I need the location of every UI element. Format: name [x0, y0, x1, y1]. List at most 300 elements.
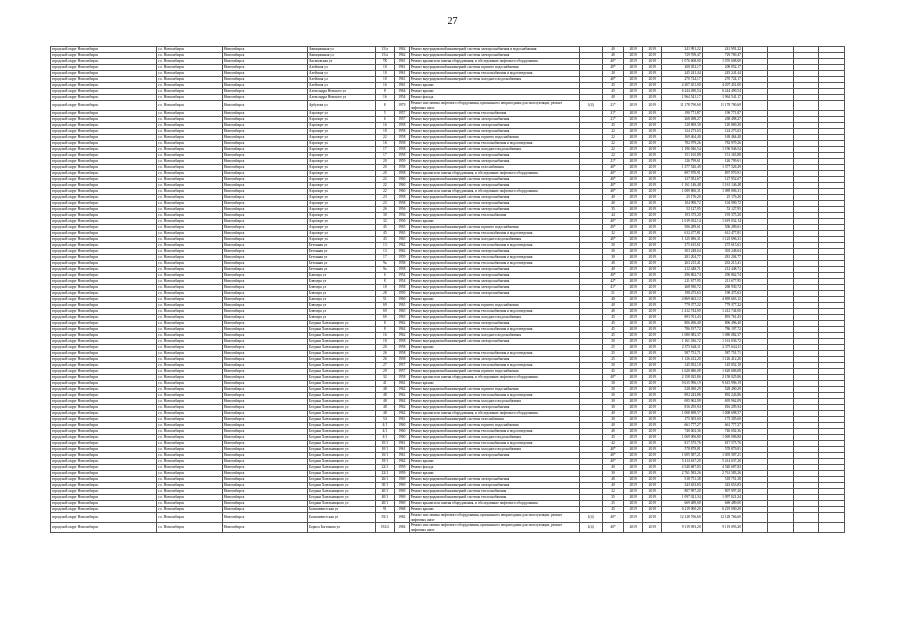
municipal-district-cell: г.о. Новосибирск [157, 501, 223, 507]
total-cost-cell: 126 799,61 [662, 159, 702, 165]
house-number-cell: 54 [375, 417, 394, 423]
municipality-cell: городской округ Новосибирск [51, 429, 157, 435]
year-built-cell: 1961 [394, 65, 409, 71]
wear-percent-cell: 40 [602, 267, 623, 273]
year-built-cell: 1964 [394, 89, 409, 95]
settlement-cell: Новосибирск [222, 267, 307, 273]
end-year-cell: 2019 [643, 101, 662, 111]
settlement-cell: Новосибирск [222, 95, 307, 101]
municipal-district-cell: г.о. Новосибирск [157, 267, 223, 273]
municipality-cell: городской округ Новосибирск [51, 513, 157, 523]
total-cost-cell: 151 165,88 [662, 153, 702, 159]
street-cell: Богдана Хмельницкого ул [307, 435, 375, 441]
fund-cost-cell: 4 540 687,83 [702, 465, 742, 471]
wear-percent-cell: 40* [602, 171, 623, 177]
start-year-cell: 2019 [624, 117, 643, 123]
municipal-district-cell: г.о. Новосибирск [157, 219, 223, 225]
municipality-cell: городской округ Новосибирск [51, 101, 157, 111]
work-type-cell: Ремонт крыши или замена оборудования, и обследование лифтового оборудования [409, 171, 579, 177]
end-year-cell: 2019 [643, 417, 662, 423]
end-year-cell: 2019 [643, 285, 662, 291]
settlement-cell: Новосибирск [222, 321, 307, 327]
street-cell: Аэропорт ул [307, 153, 375, 159]
end-year-cell: 2019 [643, 351, 662, 357]
year-built-cell: 1962 [394, 459, 409, 465]
street-cell: Аэропорт ул [307, 231, 375, 237]
municipality-cell: городской округ Новосибирск [51, 129, 157, 135]
end-year-cell: 2019 [643, 291, 662, 297]
end-year-cell: 2019 [643, 147, 662, 153]
end-year-cell: 2019 [643, 339, 662, 345]
fund-cost-cell: 145 052,10 [702, 363, 742, 369]
start-year-cell: 2019 [624, 153, 643, 159]
settlement-cell: Новосибирск [222, 183, 307, 189]
municipal-district-cell: г.о. Новосибирск [157, 465, 223, 471]
fund-cost-cell: 779 377,22 [702, 303, 742, 309]
start-year-cell: 2019 [624, 165, 643, 171]
year-built-cell: 1958 [394, 285, 409, 291]
settlement-cell: Новосибирск [222, 471, 307, 477]
municipality-cell: городской округ Новосибирск [51, 315, 157, 321]
house-number-cell: 26 [375, 207, 394, 213]
municipality-cell: городской округ Новосибирск [51, 523, 157, 533]
street-cell: Алейская ул [307, 65, 375, 71]
municipal-district-cell: г.о. Новосибирск [157, 77, 223, 83]
municipality-cell: городской округ Новосибирск [51, 59, 157, 65]
house-number-cell: 16 [375, 333, 394, 339]
total-cost-cell: 127 952,67 [662, 177, 702, 183]
end-year-cell: 2019 [643, 237, 662, 243]
street-cell: Богдана Хмельницкого ул [307, 405, 375, 411]
total-cost-cell: 25 176,20 [662, 195, 702, 201]
street-cell: Богдана Хмельницкого ул [307, 459, 375, 465]
start-year-cell: 2019 [624, 231, 643, 237]
wear-percent-cell: 40 [602, 297, 623, 303]
street-cell: Алейская ул [307, 71, 375, 77]
street-cell: Богдана Хмельницкого ул [307, 465, 375, 471]
settlement-cell: Новосибирск [222, 429, 307, 435]
street-cell: Богдана Хмельницкого ул [307, 345, 375, 351]
year-built-cell: 1962 [394, 53, 409, 59]
total-cost-cell: 897 970,91 [662, 171, 702, 177]
house-number-cell: 27 [375, 363, 394, 369]
wear-percent-cell: 44 [602, 213, 623, 219]
house-number-cell: 28 [375, 291, 394, 297]
lift-count-cell: 1(4) [579, 513, 602, 523]
house-number-cell: 22 [375, 189, 394, 195]
fund-cost-cell: 1 080 082,37 [702, 333, 742, 339]
street-cell: Бетонная ул [307, 243, 375, 249]
street-cell: Аэропорт ул [307, 195, 375, 201]
municipality-cell: городской округ Новосибирск [51, 345, 157, 351]
end-year-cell: 2019 [643, 435, 662, 441]
house-number-cell: 48 [375, 411, 394, 417]
street-cell: Блюхера ул [307, 297, 375, 303]
work-type-cell: Ремонт крыши [409, 471, 579, 477]
municipal-district-cell: г.о. Новосибирск [157, 165, 223, 171]
municipality-cell: городской округ Новосибирск [51, 177, 157, 183]
year-built-cell: 1962 [394, 249, 409, 255]
street-cell: Александра Невского ул [307, 89, 375, 95]
municipality-cell: городской округ Новосибирск [51, 165, 157, 171]
municipal-district-cell: г.о. Новосибирск [157, 495, 223, 501]
fund-cost-cell: 9 119 093,20 [702, 523, 742, 533]
wear-percent-cell: 40 [602, 483, 623, 489]
empty-cell [793, 523, 818, 533]
end-year-cell: 2019 [643, 459, 662, 465]
end-year-cell: 2019 [643, 83, 662, 89]
street-cell: Арбузова ул [307, 101, 375, 111]
settlement-cell: Новосибирск [222, 303, 307, 309]
wear-percent-cell: 21* [602, 101, 623, 111]
settlement-cell: Новосибирск [222, 297, 307, 303]
municipal-district-cell: г.о. Новосибирск [157, 411, 223, 417]
year-built-cell: 1979 [394, 101, 409, 111]
year-built-cell: 1960 [394, 429, 409, 435]
municipal-district-cell: г.о. Новосибирск [157, 207, 223, 213]
work-type-cell: Ремонт внутридомовой инженерной системы электроснабжения [409, 339, 579, 345]
municipality-cell: городской округ Новосибирск [51, 471, 157, 477]
municipality-cell: городской округ Новосибирск [51, 153, 157, 159]
total-cost-cell: 2 158 025,86 [662, 375, 702, 381]
start-year-cell: 2019 [624, 141, 643, 147]
fund-cost-cell: 4 869 663,12 [702, 297, 742, 303]
wear-percent-cell: 32 [602, 231, 623, 237]
settlement-cell: Новосибирск [222, 357, 307, 363]
house-number-cell: 69 [375, 315, 394, 321]
fund-cost-cell: 343 653,83 [702, 483, 742, 489]
end-year-cell: 2019 [643, 495, 662, 501]
fund-cost-cell: 198 475,63 [702, 291, 742, 297]
end-year-cell: 2019 [643, 477, 662, 483]
year-built-cell: 1958 [394, 339, 409, 345]
municipal-district-cell: г.о. Новосибирск [157, 399, 223, 405]
total-cost-cell: 669 489,00 [662, 501, 702, 507]
municipality-cell: городской округ Новосибирск [51, 77, 157, 83]
empty-cell [768, 101, 793, 111]
end-year-cell: 2019 [643, 489, 662, 495]
house-number-cell: 69 [375, 303, 394, 309]
municipality-cell: городской округ Новосибирск [51, 71, 157, 77]
work-type-cell: Ремонт внутридомовой инженерной системы холодного водоснабжения [409, 237, 579, 243]
street-cell: Богдана Хмельницкого ул [307, 471, 375, 477]
street-cell: Богдана Хмельницкого ул [307, 327, 375, 333]
work-type-cell: Ремонт внутридомовой инженерной системы электроснабжения [409, 483, 579, 489]
year-built-cell: 1969 [394, 495, 409, 501]
year-built-cell: 1954 [394, 95, 409, 101]
total-cost-cell: 169 464,40 [662, 135, 702, 141]
table-body [51, 47, 845, 533]
year-built-cell: 1962 [394, 333, 409, 339]
wear-percent-cell: 22 [602, 147, 623, 153]
total-cost-cell: 12 128 766,60 [662, 513, 702, 523]
house-number-cell: 93/1 [375, 513, 394, 523]
end-year-cell: 2019 [643, 387, 662, 393]
end-year-cell: 2019 [643, 47, 662, 53]
wear-percent-cell: 22 [602, 141, 623, 147]
total-cost-cell: 6 219 000,20 [662, 507, 702, 513]
work-type-cell: Ремонт внутридомовой инженерной системы электроснабжения [409, 285, 579, 291]
year-built-cell: 1958 [394, 345, 409, 351]
year-built-cell: 1958 [394, 135, 409, 141]
total-cost-cell: 779 377,22 [662, 303, 702, 309]
municipal-district-cell: г.о. Новосибирск [157, 101, 223, 111]
total-cost-cell: 587 751,71 [662, 351, 702, 357]
fund-cost-cell: 120 869,30 [702, 123, 742, 129]
street-cell: Богдана Хмельницкого ул [307, 369, 375, 375]
total-cost-cell: 1 620 686,08 [662, 369, 702, 375]
work-type-cell: Ремонт внутридомовой инженерной системы холодного водоснабжения [409, 315, 579, 321]
settlement-cell: Новосибирск [222, 375, 307, 381]
street-cell: Аэропорт ул [307, 111, 375, 117]
work-type-cell: Ремонт крыши или замена оборудования, и обследование лифтового оборудования [409, 59, 579, 65]
fund-cost-cell: 175 305,60 [702, 417, 742, 423]
year-built-cell: 1965 [394, 309, 409, 315]
settlement-cell: Новосибирск [222, 483, 307, 489]
settlement-cell: Новосибирск [222, 65, 307, 71]
wear-percent-cell: 22 [602, 135, 623, 141]
work-type-cell: Ремонт внутридомовой инженерной системы горячего водоснабжения [409, 369, 579, 375]
municipality-cell: городской округ Новосибирск [51, 147, 157, 153]
work-type-cell: Ремонт или замена лифтового оборудования, признанного непригодным для эксплуатации, ремонт лифтовых шахт [409, 513, 579, 523]
start-year-cell: 2019 [624, 387, 643, 393]
municipal-district-cell: г.о. Новосибирск [157, 315, 223, 321]
end-year-cell: 2019 [643, 333, 662, 339]
house-number-cell: 8 [375, 89, 394, 95]
municipal-district-cell: г.о. Новосибирск [157, 333, 223, 339]
work-type-cell: Ремонт крыши [409, 345, 579, 351]
house-number-cell: 15/а [375, 47, 394, 53]
work-type-cell: Ремонт крыши [409, 459, 579, 465]
municipal-district-cell: г.о. Новосибирск [157, 135, 223, 141]
fund-cost-cell: 578 879,81 [702, 447, 742, 453]
end-year-cell: 2019 [643, 141, 662, 147]
municipal-district-cell: г.о. Новосибирск [157, 351, 223, 357]
municipality-cell: городской округ Новосибирск [51, 417, 157, 423]
start-year-cell: 2019 [624, 261, 643, 267]
municipality-cell: городской округ Новосибирск [51, 339, 157, 345]
start-year-cell: 2019 [624, 423, 643, 429]
street-cell: Богдана Хмельницкого ул [307, 399, 375, 405]
settlement-cell: Новосибирск [222, 513, 307, 523]
wear-percent-cell: 40 [602, 429, 623, 435]
total-cost-cell: 145 052,10 [662, 363, 702, 369]
fund-cost-cell: 612 477,81 [702, 231, 742, 237]
street-cell: Аэропорт ул [307, 207, 375, 213]
total-cost-cell: 1 196 946,54 [662, 147, 702, 153]
municipal-district-cell: г.о. Новосибирск [157, 273, 223, 279]
end-year-cell: 2019 [643, 111, 662, 117]
start-year-cell: 2019 [624, 77, 643, 83]
start-year-cell: 2019 [624, 285, 643, 291]
municipality-cell: городской округ Новосибирск [51, 495, 157, 501]
end-year-cell: 2019 [643, 225, 662, 231]
wear-percent-cell: 45 [602, 321, 623, 327]
total-cost-cell: 1 161 036,72 [662, 339, 702, 345]
start-year-cell: 2019 [624, 47, 643, 53]
fund-cost-cell: 4 207 451,00 [702, 83, 742, 89]
start-year-cell: 2019 [624, 459, 643, 465]
end-year-cell: 2019 [643, 441, 662, 447]
empty-cell [742, 101, 767, 111]
street-cell: Большевистская ул [307, 513, 375, 523]
fund-cost-cell: 212 448,71 [702, 267, 742, 273]
house-number-cell: 18 [375, 285, 394, 291]
street-cell: Богдана Хмельницкого ул [307, 363, 375, 369]
start-year-cell: 2019 [624, 303, 643, 309]
settlement-cell: Новосибирск [222, 53, 307, 59]
work-type-cell: Ремонт крыши или замена оборудования, и обследование лифтового оборудования [409, 189, 579, 195]
work-type-cell: Ремонт внутридомовой инженерной системы электроснабжения [409, 321, 579, 327]
house-number-cell: 22/1 [375, 471, 394, 477]
start-year-cell: 2019 [624, 411, 643, 417]
work-type-cell: Ремонт внутридомовой инженерной системы электроснабжения [409, 183, 579, 189]
street-cell: Богдана Хмельницкого ул [307, 393, 375, 399]
work-type-cell: Ремонт крыши [409, 297, 579, 303]
fund-cost-cell: 1 377 526,49 [702, 165, 742, 171]
municipality-cell: городской округ Новосибирск [51, 501, 157, 507]
year-built-cell: 1969 [394, 477, 409, 483]
work-type-cell: Ремонт внутридомовой инженерной системы электроснабжения [409, 207, 579, 213]
municipality-cell: городской округ Новосибирск [51, 53, 157, 59]
wear-percent-cell: 40* [602, 65, 623, 71]
fund-cost-cell: 53 127,95 [702, 207, 742, 213]
year-built-cell: 1965 [394, 237, 409, 243]
year-built-cell: 1958 [394, 375, 409, 381]
year-built-cell: 1958 [394, 201, 409, 207]
house-number-cell: 5 [375, 111, 394, 117]
house-number-cell: 16/1 [375, 453, 394, 459]
municipal-district-cell: г.о. Новосибирск [157, 279, 223, 285]
municipality-cell: городской округ Новосибирск [51, 447, 157, 453]
municipality-cell: городской округ Новосибирск [51, 477, 157, 483]
house-number-cell: 9а [375, 267, 394, 273]
start-year-cell: 2019 [624, 213, 643, 219]
fund-cost-cell: 1 620 686,08 [702, 369, 742, 375]
municipality-cell: городской округ Новосибирск [51, 219, 157, 225]
settlement-cell: Новосибирск [222, 501, 307, 507]
fund-cost-cell: 1 005 587,21 [702, 453, 742, 459]
wear-percent-cell: 35 [602, 495, 623, 501]
settlement-cell: Новосибирск [222, 339, 307, 345]
start-year-cell: 2019 [624, 147, 643, 153]
fund-cost-cell: 669 489,00 [702, 501, 742, 507]
fund-cost-cell: 190 771,87 [702, 111, 742, 117]
start-year-cell: 2019 [624, 201, 643, 207]
year-built-cell: 1959 [394, 471, 409, 477]
total-cost-cell: 263 215,41 [662, 261, 702, 267]
year-built-cell: 1957 [394, 363, 409, 369]
settlement-cell: Новосибирск [222, 477, 307, 483]
work-type-cell: Ремонт внутридомовой инженерной системы холодного водоснабжения [409, 333, 579, 339]
total-cost-cell: 1 097 021,34 [662, 495, 702, 501]
work-type-cell: Ремонт крыши [409, 219, 579, 225]
start-year-cell: 2019 [624, 297, 643, 303]
end-year-cell: 2019 [643, 195, 662, 201]
settlement-cell: Новосибирск [222, 243, 307, 249]
municipal-district-cell: г.о. Новосибирск [157, 321, 223, 327]
settlement-cell: Новосибирск [222, 213, 307, 219]
settlement-cell: Новосибирск [222, 177, 307, 183]
total-cost-cell: 661 777,27 [662, 423, 702, 429]
street-cell: Аэропорт ул [307, 159, 375, 165]
settlement-cell: Новосибирск [222, 387, 307, 393]
year-built-cell: 1960 [394, 177, 409, 183]
street-cell: Авиационная ул [307, 53, 375, 59]
wear-percent-cell: 40* [602, 513, 623, 523]
municipality-cell: городской округ Новосибирск [51, 351, 157, 357]
start-year-cell: 2019 [624, 369, 643, 375]
settlement-cell: Новосибирск [222, 315, 307, 321]
year-built-cell: 1958 [394, 195, 409, 201]
house-number-cell: 13 [375, 249, 394, 255]
wear-percent-cell: 30 [602, 399, 623, 405]
work-type-cell: Ремонт внутридомовой инженерной системы горячего водоснабжения [409, 65, 579, 71]
wear-percent-cell: 25 [602, 351, 623, 357]
settlement-cell: Новосибирск [222, 237, 307, 243]
settlement-cell: Новосибирск [222, 77, 307, 83]
municipal-district-cell: г.о. Новосибирск [157, 195, 223, 201]
fund-cost-cell: 6 244 490,54 [702, 89, 742, 95]
municipal-district-cell: г.о. Новосибирск [157, 441, 223, 447]
house-number-cell: 16 [375, 95, 394, 101]
street-cell: Богдана Хмельницкого ул [307, 321, 375, 327]
work-type-cell: Ремонт внутридомовой инженерной системы горячего водоснабжения [409, 225, 579, 231]
street-cell: Богдана Хмельницкого ул [307, 441, 375, 447]
house-number-cell: 45 [375, 237, 394, 243]
wear-percent-cell: 40* [602, 177, 623, 183]
municipal-district-cell: г.о. Новосибирск [157, 363, 223, 369]
start-year-cell: 2019 [624, 405, 643, 411]
municipality-cell: городской округ Новосибирск [51, 303, 157, 309]
house-number-cell: 48 [375, 399, 394, 405]
wear-percent-cell: 40 [602, 53, 623, 59]
end-year-cell: 2019 [643, 129, 662, 135]
fund-cost-cell: 211 677,95 [702, 279, 742, 285]
start-year-cell: 2019 [624, 95, 643, 101]
work-type-cell: Ремонт внутридомовой инженерной системы холодного водоснабжения [409, 399, 579, 405]
settlement-cell: Новосибирск [222, 89, 307, 95]
municipality-cell: городской округ Новосибирск [51, 441, 157, 447]
house-number-cell: 8 [375, 279, 394, 285]
municipal-district-cell: г.о. Новосибирск [157, 201, 223, 207]
municipal-district-cell: г.о. Новосибирск [157, 53, 223, 59]
settlement-cell: Новосибирск [222, 219, 307, 225]
total-cost-cell: 528 490,29 [662, 387, 702, 393]
wear-percent-cell: 45 [602, 435, 623, 441]
house-number-cell: 10/1 [375, 447, 394, 453]
street-cell: Богдана Хмельницкого ул [307, 447, 375, 453]
municipality-cell: городской округ Новосибирск [51, 213, 157, 219]
empty-cell [819, 101, 845, 111]
municipal-district-cell: г.о. Новосибирск [157, 141, 223, 147]
wear-percent-cell: 30 [602, 393, 623, 399]
street-cell: Аэропорт ул [307, 213, 375, 219]
house-number-cell: 20 [375, 171, 394, 177]
municipal-district-cell: г.о. Новосибирск [157, 523, 223, 533]
total-cost-cell: 806 496,40 [662, 321, 702, 327]
year-built-cell: 1969 [394, 501, 409, 507]
work-type-cell: Ремонт внутридомовой инженерной системы электроснабжения [409, 249, 579, 255]
start-year-cell: 2019 [624, 447, 643, 453]
total-cost-cell: 786 197,72 [662, 327, 702, 333]
settlement-cell: Новосибирск [222, 309, 307, 315]
settlement-cell: Новосибирск [222, 285, 307, 291]
fund-cost-cell: 897 970,91 [702, 171, 742, 177]
work-type-cell: Ремонт внутридомовой инженерной системы холодного водоснабжения [409, 147, 579, 153]
total-cost-cell: 2 761 583,26 [662, 471, 702, 477]
work-type-cell: Ремонт внутридомовой инженерной системы электроснабжения [409, 129, 579, 135]
